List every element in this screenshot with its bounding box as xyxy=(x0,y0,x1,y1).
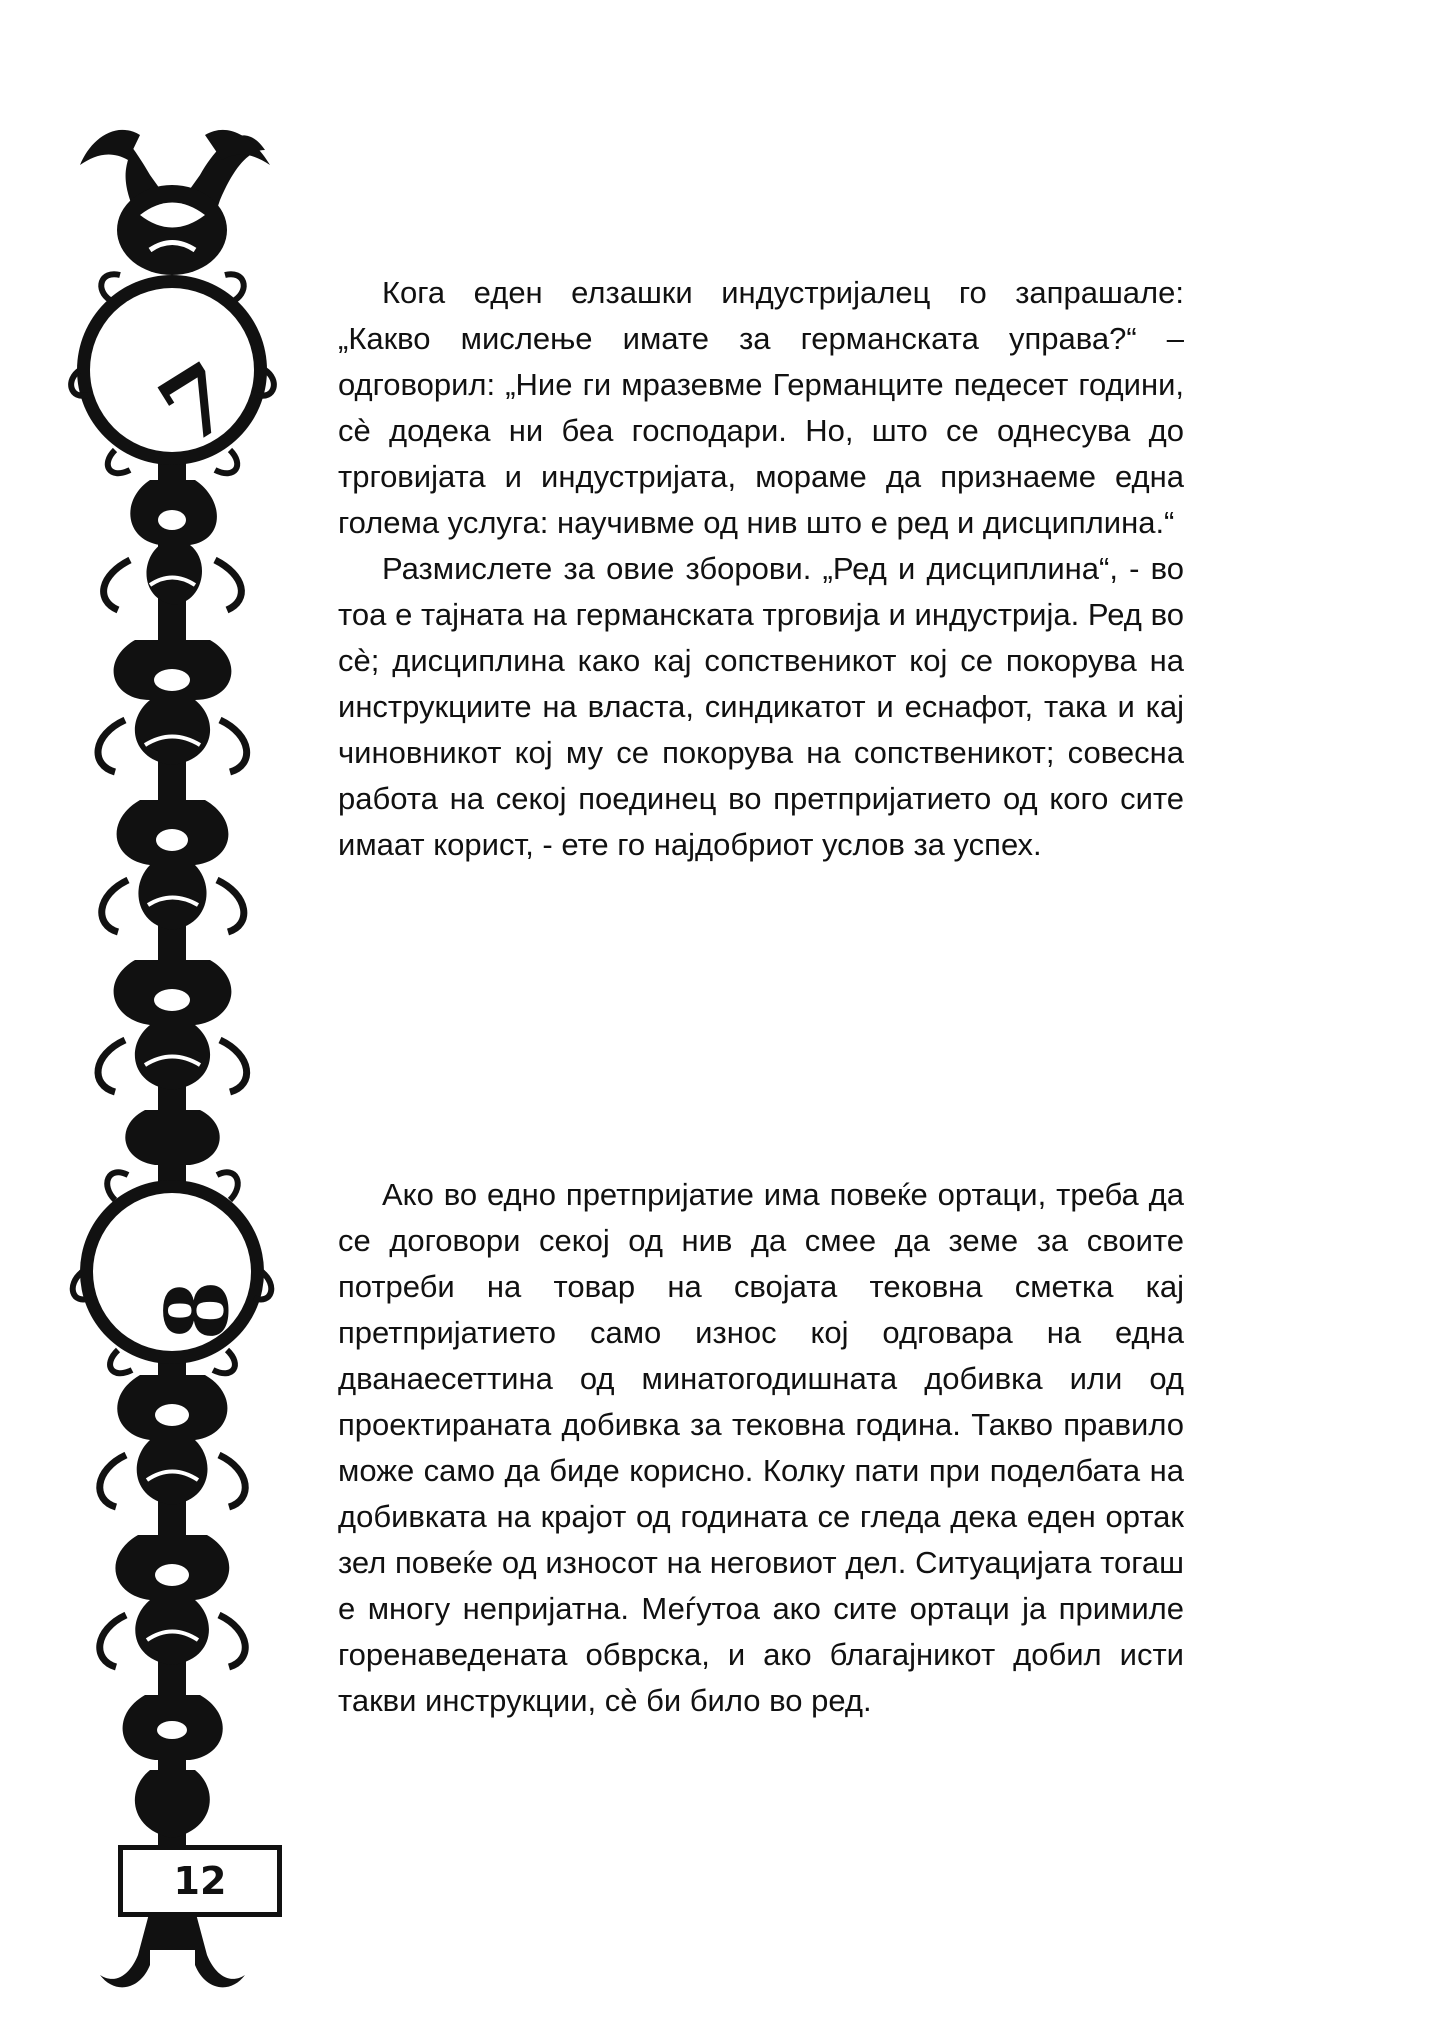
section-number-8: 8 xyxy=(147,1280,249,1341)
section-8-text xyxy=(338,1172,1184,1724)
page-number: 12 xyxy=(118,1845,282,1917)
paragraph: Размислете за овие зборови. „Ред и дисциплина“, - во тоа е тајната на германската трговија и индустрија. Ред во сè; дисциплина како кај сопственикот кој се покорува на инструкциите на власта, синдикатот и еснафот, така и кај чиновникот кој му се покорува на сопственикот; совесна работа на секој поединец во претпријатието од кого сите имаат корист, - ете го најдобриот услов за успех. xyxy=(338,551,1184,862)
decorative-border-ornament xyxy=(0,0,320,2043)
section-number-7: 7 xyxy=(141,341,253,467)
paragraph: Кога еден елзашки индустријалец го запрашале: „Какво мислење имате за германската управа?“ – одговорил: „Ние ги мразевме Германците педесет години, сè додека ни беа господари. Но, што се однесува до трговијата и индустријата, мораме да признаеме една голема услуга: научивме од нив што е ред и дисциплина.“ xyxy=(338,275,1184,540)
section-7-text xyxy=(338,270,1184,868)
paragraph: Ако во едно претпријатие има повеќе ортаци, треба да се договори секој од нив да смее да земе за своите потреби на товар на својата тековна сметка кај претпријатието само износ кој одговара на една дванаесеттина од минатогодишната добивка или од проектираната добивка за тековна година. Такво правило може само да биде корисно. Колку пати при поделбата на добивката на крајот од годината се гледа дека еден ортак зел повеќе од износот на неговиот дел. Ситуацијата тогаш е многу непријатна. Меѓутоа ако сите ортаци ја примиле горенаведената обврска, и ако благајникот добил исти такви инструкции, сè би било во ред. xyxy=(338,1177,1184,1718)
